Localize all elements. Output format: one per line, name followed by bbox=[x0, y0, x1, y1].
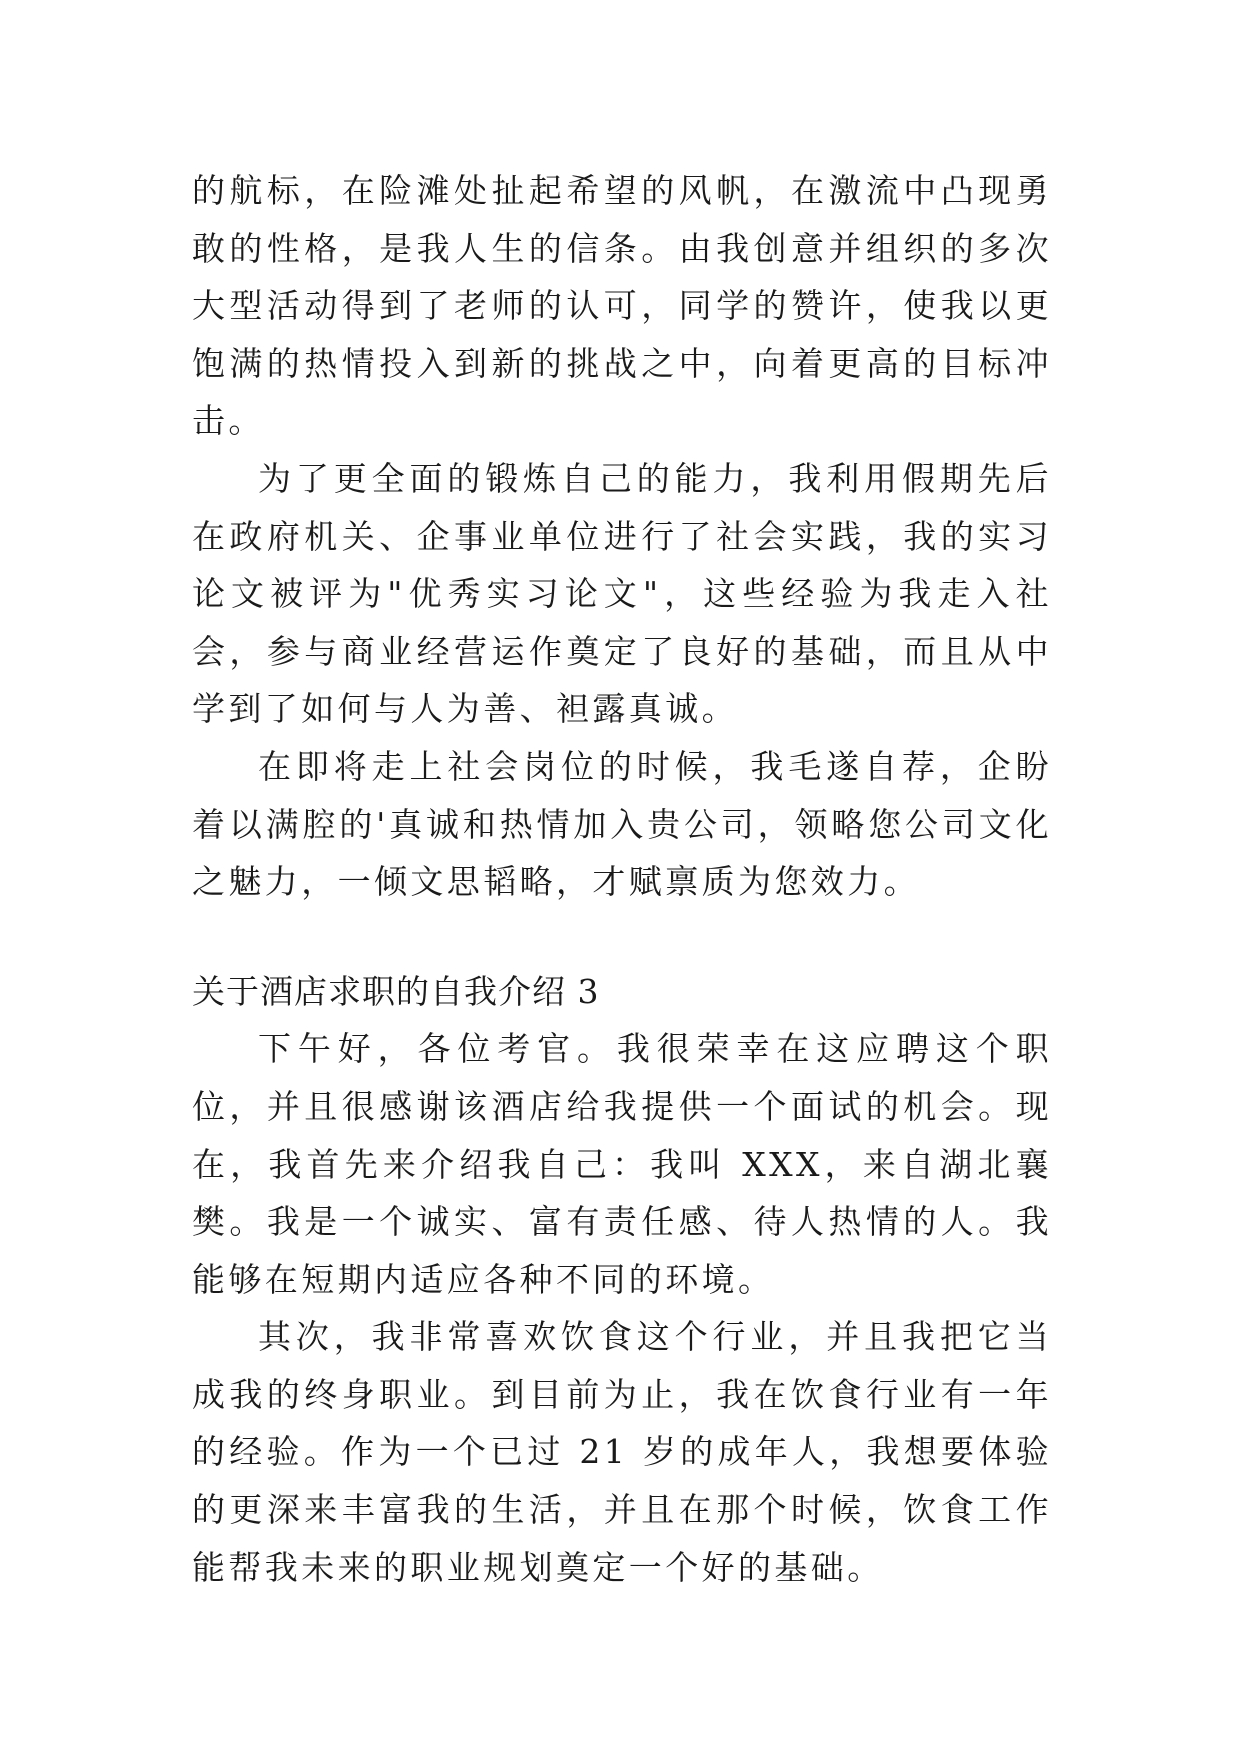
section-title: 关于酒店求职的自我介绍 3 bbox=[192, 971, 600, 1011]
paragraph-practice: 为了更全面的锻炼自己的能力，我利用假期先后在政府机关、企事业单位进行了社会实践，我的实习论文被评为"优秀实习论文"，这些经验为我走入社会，参与商业经营运作奠定了良好的基础，而且从中学到了如何与人为善、袒露真诚。 bbox=[192, 458, 1052, 729]
paragraph-continuation: 的航标，在险滩处扯起希望的风帆，在激流中凸现勇敢的性格，是我人生的信条。由我创意并组织的多次大型活动得到了老师的认可，同学的赞许，使我以更饱满的热情投入到新的挑战之中，向着更高的目标冲击。 bbox=[192, 171, 1052, 441]
paragraph-greeting: 下午好，各位考官。我很荣幸在这应聘这个职位，并且很感谢该酒店给我提供一个面试的机会。现在，我首先来介绍我自己：我叫 XXX，来自湖北襄樊。我是一个诚实、富有责任感、待人热情的人。我能够在短期内适应各种不同的环境。 bbox=[192, 1029, 1052, 1299]
paragraph-career-interest: 其次，我非常喜欢饮食这个行业，并且我把它当成我的终身职业。到目前为止，我在饮食行业有一年的经验。作为一个已过 21 岁的成年人，我想要体验的更深来丰富我的生活，并且在那个时候，饮食工作能帮我未来的职业规划奠定一个好的基础。 bbox=[192, 1317, 1052, 1587]
paragraph-self-recommendation: 在即将走上社会岗位的时候，我毛遂自荐，企盼着以满腔的'真诚和热情加入贵公司，领略您公司文化之魅力，一倾文思韬略，才赋禀质为您效力。 bbox=[192, 746, 1052, 902]
document-body bbox=[192, 162, 1052, 1596]
